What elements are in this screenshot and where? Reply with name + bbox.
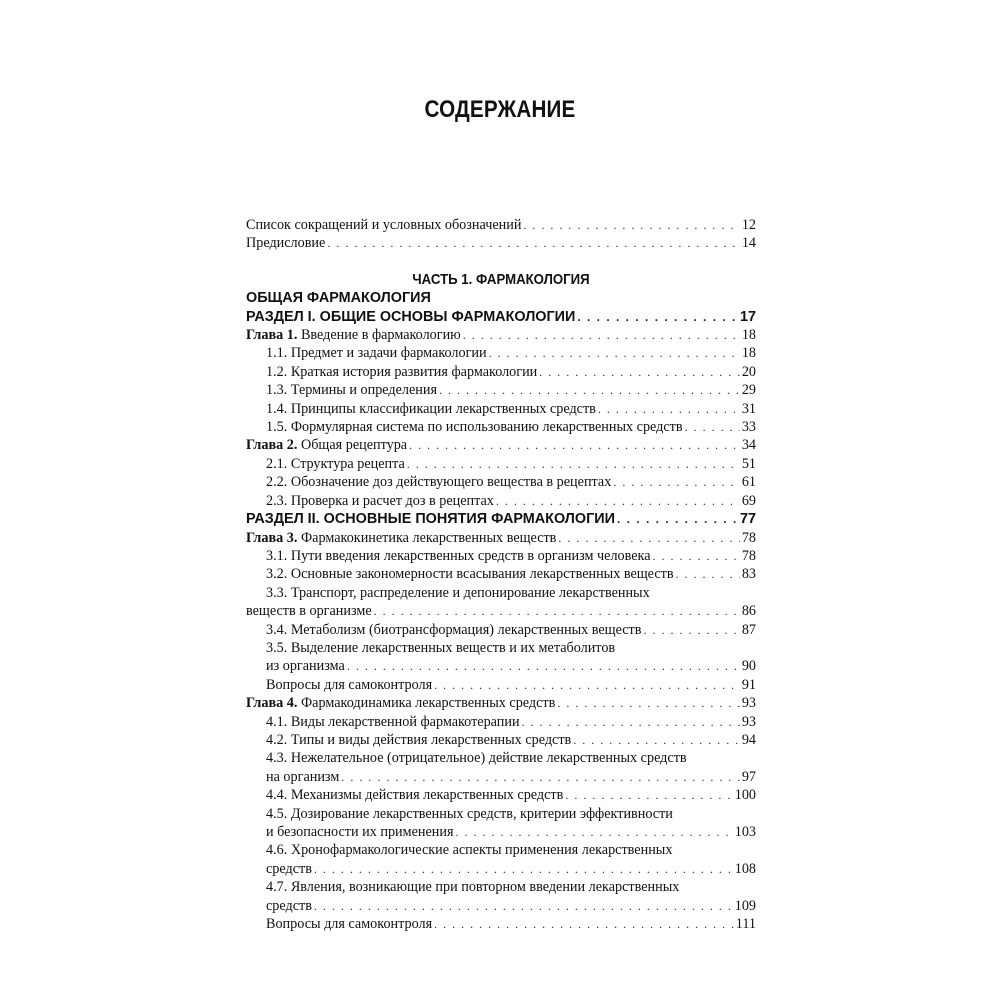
- leader-dots: [573, 731, 740, 749]
- general-pharmacology-heading: ОБЩАЯ ФАРМАКОЛОГИЯ: [246, 290, 431, 307]
- toc-entry: [246, 731, 756, 749]
- leader-dots: [539, 363, 740, 381]
- leader-dots: [347, 657, 740, 675]
- chapter-3-entry: [246, 529, 756, 547]
- toc-entry: [246, 676, 756, 694]
- entry-label: 1.3. Термины и определения: [266, 382, 438, 399]
- page-number: 97: [741, 768, 756, 785]
- page-number: 109: [734, 897, 756, 914]
- toc-entry: [246, 621, 756, 639]
- entry-label: средств: [266, 897, 312, 914]
- toc-entry: [246, 455, 756, 473]
- part-heading: ЧАСТЬ 1. ФАРМАКОЛОГИЯ: [412, 270, 590, 288]
- page-number: 83: [741, 566, 756, 583]
- entry-label: 1.1. Предмет и задачи фармакологии: [266, 345, 487, 362]
- entry-label: Вопросы для самоконтроля: [266, 676, 433, 693]
- toc-entry: [246, 492, 756, 510]
- entry-first-line: 3.3. Транспорт, распределение и депонирование лекарственных: [266, 584, 650, 601]
- section-2-entry: [246, 510, 756, 528]
- toc-entry: [246, 823, 756, 841]
- toc-entry: [246, 418, 756, 436]
- entry-label: 4.2. Типы и виды действия лекарственных средств: [266, 731, 572, 748]
- section-1-entry: [246, 308, 756, 326]
- toc-entry-abbreviations: [246, 216, 756, 234]
- toc-entry: [246, 768, 756, 786]
- toc-entry: [246, 915, 756, 933]
- entry-first-line: 4.6. Хронофармакологические аспекты применения лекарственных: [266, 842, 673, 859]
- leader-dots: [598, 400, 740, 418]
- page-number: 90: [741, 658, 756, 675]
- toc-entry: [246, 400, 756, 418]
- entry-label: Общая рецептура: [300, 437, 408, 454]
- entry-label: 4.1. Виды лекарственной фармакотерапии: [266, 713, 520, 730]
- page-number: 78: [741, 529, 756, 546]
- entry-label: и безопасности их применения: [266, 824, 454, 840]
- leader-dots: [557, 694, 740, 712]
- leader-dots: [314, 897, 733, 915]
- entry-label: 1.4. Принципы классификации лекарственных средств: [266, 400, 596, 417]
- entry-label: РАЗДЕЛ II. ОСНОВНЫЕ ПОНЯТИЯ ФАРМАКОЛОГИИ: [246, 511, 615, 528]
- leader-dots: [643, 621, 739, 639]
- page-number: 111: [735, 916, 756, 933]
- toc-entry: [246, 657, 756, 675]
- toc-entry-preface: [246, 234, 756, 252]
- page-number: 17: [739, 308, 756, 325]
- page-number: 93: [741, 695, 756, 712]
- leader-dots: [434, 676, 740, 694]
- leader-dots: [522, 713, 740, 731]
- entry-label: Фармакокинетика лекарственных веществ: [300, 529, 557, 546]
- chapter-prefix: Глава 1.: [246, 327, 298, 344]
- page-number: 12: [741, 217, 756, 233]
- page-number: 14: [741, 235, 756, 252]
- leader-dots: [314, 860, 733, 878]
- entry-label: 3.4. Метаболизм (биотрансформация) лекарственных веществ: [266, 621, 642, 638]
- entry-label: из организма: [266, 658, 345, 675]
- toc-entry: [246, 344, 756, 362]
- entry-label: на организм: [266, 768, 340, 785]
- entry-label: 1.2. Краткая история развития фармакологии: [266, 363, 538, 380]
- entry-label: РАЗДЕЛ I. ОБЩИЕ ОСНОВЫ ФАРМАКОЛОГИИ: [246, 308, 576, 325]
- page-number: 18: [741, 327, 756, 344]
- entry-label: Вопросы для самоконтроля: [266, 916, 433, 933]
- toc-entry: [246, 565, 756, 583]
- table-of-contents: [246, 216, 756, 933]
- leader-dots: [456, 823, 733, 841]
- toc-entry: [246, 713, 756, 731]
- toc-entry: [246, 602, 756, 620]
- entry-first-line: 4.3. Нежелательное (отрицательное) действие лекарственных средств: [266, 750, 687, 767]
- page-number: 103: [734, 824, 756, 840]
- leader-dots: [463, 326, 740, 344]
- page-number: 33: [741, 419, 756, 436]
- page-number: 86: [741, 603, 756, 620]
- chapter-prefix: Глава 2.: [246, 437, 298, 454]
- page-number: 93: [741, 713, 756, 730]
- entry-first-line: 3.5. Выделение лекарственных веществ и их метаболитов: [266, 639, 616, 656]
- page-number: 69: [741, 492, 756, 509]
- leader-dots: [558, 529, 739, 547]
- leader-dots: [496, 492, 740, 510]
- page-number: 61: [741, 474, 756, 491]
- leader-dots: [613, 473, 740, 491]
- toc-entry: [246, 363, 756, 381]
- entry-label: 2.2. Обозначение доз действующего вещества в рецептах: [266, 474, 612, 491]
- toc-entry: [246, 381, 756, 399]
- page-number: 34: [741, 437, 756, 454]
- leader-dots: [374, 602, 740, 620]
- entry-first-line: 4.7. Явления, возникающие при повторном введении лекарственных: [266, 879, 680, 896]
- leader-dots: [523, 216, 739, 234]
- entry-label: Предисловие: [246, 235, 326, 252]
- entry-label: 3.2. Основные закономерности всасывания лекарственных веществ: [266, 566, 674, 583]
- entry-label: 4.4. Механизмы действия лекарственных средств: [266, 787, 564, 804]
- chapter-1-entry: [246, 326, 756, 344]
- leader-dots: [489, 344, 740, 362]
- page-number: 77: [739, 511, 756, 528]
- entry-label: веществ в организме: [246, 603, 372, 620]
- page-number: 94: [741, 731, 756, 748]
- page-number: 100: [734, 787, 756, 804]
- leader-dots: [327, 234, 739, 252]
- entry-label: 3.1. Пути введения лекарственных средств в организм человека: [266, 547, 651, 564]
- chapter-2-entry: [246, 436, 756, 454]
- leader-dots: [407, 455, 740, 473]
- leader-dots: [409, 436, 740, 454]
- leader-dots: [685, 418, 740, 436]
- toc-entry: [246, 897, 756, 915]
- leader-dots: [653, 547, 740, 565]
- page-number: 29: [741, 382, 756, 399]
- page-number: 108: [734, 860, 756, 877]
- toc-entry: [246, 860, 756, 878]
- entry-label: Фармакодинамика лекарственных средств: [300, 695, 556, 712]
- page-number: 20: [741, 363, 756, 380]
- page-number: 51: [741, 455, 756, 472]
- page-title: СОДЕРЖАНИЕ: [424, 96, 576, 123]
- entry-label: 1.5. Формулярная система по использованию лекарственных средств: [266, 419, 683, 436]
- leader-dots: [676, 565, 740, 583]
- toc-entry: [246, 786, 756, 804]
- entry-label: Введение в фармакологию: [300, 327, 461, 344]
- entry-label: Список сокращений и условных обозначений: [246, 217, 522, 233]
- toc-entry: [246, 547, 756, 565]
- leader-dots: [341, 768, 740, 786]
- entry-label: 2.3. Проверка и расчет доз в рецептах: [266, 492, 494, 509]
- toc-entry: [246, 473, 756, 491]
- chapter-prefix: Глава 3.: [246, 529, 298, 546]
- chapter-4-entry: [246, 694, 756, 712]
- chapter-prefix: Глава 4.: [246, 695, 298, 712]
- page-number: 31: [741, 400, 756, 417]
- page-number: 91: [741, 676, 756, 693]
- entry-label: 2.1. Структура рецепта: [266, 455, 405, 472]
- page-number: 78: [741, 547, 756, 564]
- entry-first-line: 4.5. Дозирование лекарственных средств, критерии эффективности: [266, 805, 673, 822]
- page-number: 18: [741, 345, 756, 362]
- page-number: 87: [741, 621, 756, 638]
- leader-dots: [617, 510, 738, 528]
- entry-label: средств: [266, 860, 312, 877]
- leader-dots: [434, 915, 734, 933]
- leader-dots: [439, 381, 740, 399]
- leader-dots: [565, 786, 732, 804]
- leader-dots: [577, 308, 738, 326]
